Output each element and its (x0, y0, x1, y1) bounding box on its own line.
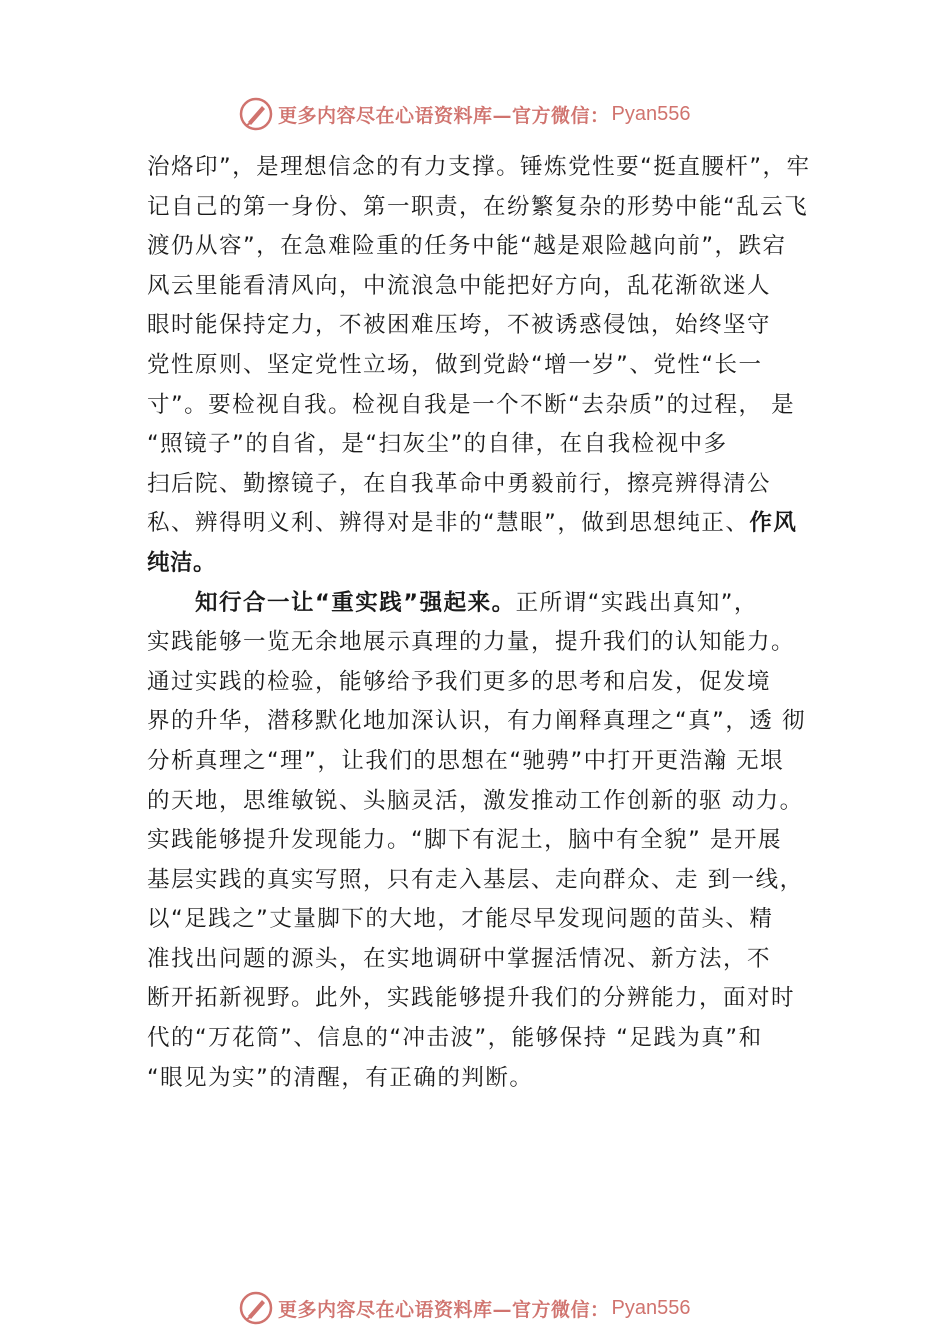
banner-wechat-id: Pyan556 (611, 102, 691, 125)
document-body (147, 148, 837, 1098)
text-segment: 私、辨得明义利、辨得对是非的“慧眼”，做到思想纯正、 (147, 510, 750, 537)
text-line: 通过实践的检验，能够给予我们更多的思考和启发，促发境 (147, 668, 772, 695)
text-line: “眼见为实”的清醒，有正确的判断。 (147, 1064, 534, 1091)
text-line: 寸”。要检视自我。检视自我是一个不断“去杂质”的过程， 是 (147, 391, 796, 418)
bold-segment: 作风 (749, 510, 798, 537)
text-line: 实践能够一览无余地展示真理的力量，提升我们的认知能力。 (147, 629, 796, 656)
text-line: 治烙印”，是理想信念的有力支撑。锤炼党性要“挺直腰杆”，牢 (147, 154, 811, 180)
text-line: 代的“万花筒”、信息的“冲击波”，能够保持 “足践为真”和 (147, 1025, 763, 1052)
text-line: 党性原则、坚定党性立场，做到党龄“增一岁”、党性“长一 (147, 351, 763, 378)
footer-banner (238, 1288, 690, 1328)
text-segment: 正所谓“实践出真知”， (515, 589, 758, 616)
text-line: 的天地，思维敏锐、头脑灵活，激发推动工作创新的驱 动力。 (147, 787, 804, 814)
brand-logo-icon (238, 96, 274, 132)
text-line: 断开拓新视野。此外，实践能够提升我们的分辨能力，面对时 (147, 985, 796, 1012)
banner-wechat-id: Pyan556 (611, 1296, 691, 1319)
text-line: “照镜子”的自省，是“扫灰尘”的自律，在自我检视中多 (147, 431, 728, 458)
text-line: 渡仍从容”，在急难险重的任务中能“越是艰险越向前”，跌宕 (147, 233, 787, 260)
text-line: 风云里能看清风向，中流浪急中能把好方向，乱花渐欲迷人 (147, 272, 772, 299)
text-line: 基层实践的真实写照，只有走入基层、走向群众、走 到一线， (147, 866, 804, 893)
paragraph-first-line (147, 584, 837, 624)
text-line: 纯洁。 (147, 549, 217, 576)
text-line (147, 504, 837, 544)
text-line: 分析真理之“理”，让我们的思想在“驰骋”中打开更浩瀚 无垠 (147, 747, 785, 774)
section-heading: 知行合一让“重实践”强起来。 (195, 589, 516, 616)
text-line: 实践能够提升发现能力。“脚下有泥土，脑中有全貌” 是开展 (147, 827, 782, 854)
brand-logo-icon (238, 1290, 274, 1326)
banner-text: 更多内容尽在心语资料库—官方微信： (278, 104, 610, 127)
text-line: 眼时能保持定力，不被困难压垮，不被诱惑侵蚀，始终坚守 (147, 312, 772, 339)
text-line: 记自己的第一身份、第一职责，在纷繁复杂的形势中能“乱云飞 (147, 193, 809, 220)
text-line: 以“足践之”丈量脚下的大地，才能尽早发现问题的苗头、精 (147, 906, 774, 933)
banner-text: 更多内容尽在心语资料库—官方微信： (278, 1298, 610, 1321)
header-banner (238, 94, 690, 134)
text-line: 扫后院、勤擦镜子，在自我革命中勇毅前行，擦亮辨得清公 (147, 470, 772, 497)
text-line: 界的升华，潜移默化地加深认识，有力阐释真理之“真”，透 彻 (147, 708, 806, 735)
text-line: 准找出问题的源头，在实地调研中掌握活情况、新方法，不 (147, 945, 772, 972)
